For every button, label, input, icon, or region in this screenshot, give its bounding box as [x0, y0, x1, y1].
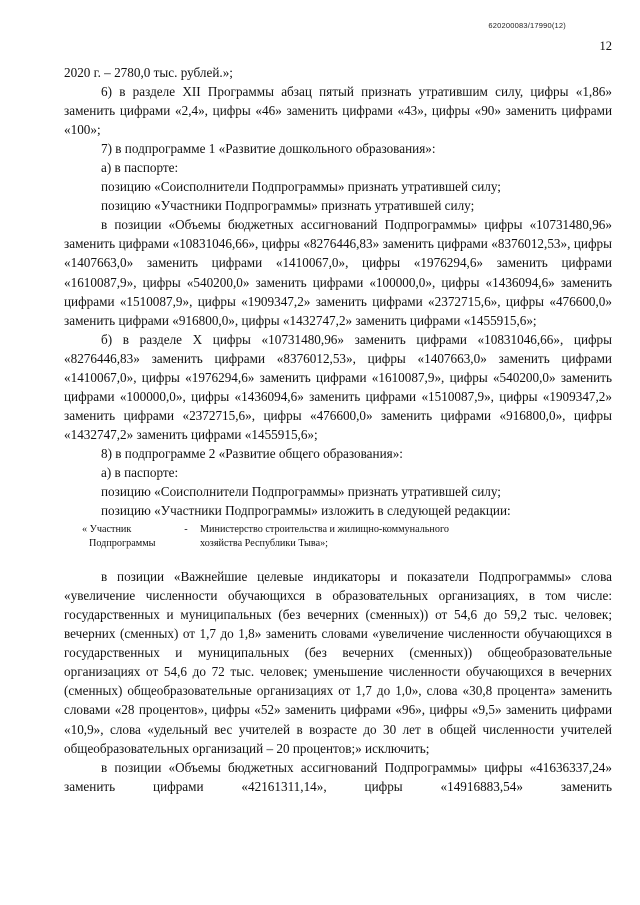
paragraph: позицию «Соисполнители Подпрограммы» признать утратившей силу;: [101, 484, 501, 500]
insert-table-label-line: Подпрограммы: [89, 538, 156, 550]
paragraph: 2020 г. – 2780,0 тыс. рублей.»;: [64, 65, 233, 80]
insert-table-label-line: « Участник: [82, 524, 132, 536]
paragraph: в позиции «Объемы бюджетных ассигнований Подпрограммы» цифры «10731480,96» заменить цифрами «10831046,66», цифры «8276446,83» заменить цифрами «8376012,53», цифры «1407663,0» заменить цифрами «1410067,0», цифры «1976294,6» заменить цифрами «1610087,9», цифры «540200,0» заменить цифрами «100000,0», цифры «1436094,6» заменить цифрами «1510087,9», цифры «1909347,2» заменить цифрами «2372715,6», цифры «476600,0» заменить цифрами «916800,0», цифры «1432747,2» заменить цифрами «1455915,6»;: [64, 217, 612, 328]
paragraph: б) в разделе X цифры «10731480,96» заменить цифрами «10831046,66», цифры «8276446,83» заменить цифрами «8376012,53», цифры «1407663,0» заменить цифрами «1410067,0», цифры «1976294,6» заменить цифрами «1610087,9», цифры «540200,0» заменить цифрами «100000,0», цифры «1436094,6» заменить цифрами «1510087,9», цифры «1909347,2» заменить цифрами «2372715,6», цифры «476600,0» заменить цифрами «916800,0», цифры «1432747,2» заменить цифрами «1455915,6»;: [64, 331, 612, 442]
document-id: 620200083/17990(12): [488, 21, 566, 30]
paragraph: в позиции «Важнейшие целевые индикаторы и показатели Подпрограммы» слова «увеличение численности обучающихся в образовательных организациях, в том числе: государственных и муниципальных (без вечерних (сменных)) от 54,6 до 59,2 тыс. человек; вечерних (сменных) от 1,7 до 1,8» заменить словами «увеличение численности обучающихся в государственных и муниципальных (без вечерних (сменных)) общеобразовательные организациях от 54,6 до 72 тыс. человек; уменьшение численности обучающихся в вечерних (сменных) общеобразовательные организациях от 1,7 до 1,0», слова «30,8 процента» заменить словами «28 процентов», цифры «52» заменить цифрами «96», цифры «9,5» заменить цифрами «10,9», слова «удельный вес учителей в возрасте до 30 лет в общей численности учителей общеобразовательных организаций – 20 процентов;» исключить;: [64, 569, 612, 756]
paragraph: позицию «Участники Подпрограммы» признать утратившей силу;: [101, 198, 475, 214]
paragraph: позицию «Соисполнители Подпрограммы» признать утратившей силу;: [101, 179, 501, 195]
paragraph: 6) в разделе XII Программы абзац пятый признать утратившим силу, цифры «1,86» заменить цифрами «2,4», цифры «46» заменить цифрами «43», цифры «90» заменить цифрами «100»;: [64, 84, 612, 138]
insert-table-value-line: Министерство строительства и жилищно-коммунального: [200, 524, 450, 536]
paragraph: а) в паспорте:: [101, 160, 179, 176]
paragraph: позицию «Участники Подпрограммы» изложить в следующей редакции:: [101, 503, 511, 519]
insert-table-dash: -: [184, 524, 188, 536]
paragraph: 8) в подпрограмме 2 «Развитие общего образования»:: [101, 445, 403, 461]
insert-table-value-line: хозяйства Республики Тыва»;: [200, 538, 329, 550]
document-body: [64, 63, 612, 796]
paragraph: 7) в подпрограмме 1 «Развитие дошкольного образования»:: [101, 141, 436, 157]
paragraph: в позиции «Объемы бюджетных ассигнований Подпрограммы» цифры «41636337,24» заменить цифрами «42161311,14», цифры «14916883,54» заменить: [64, 759, 612, 794]
insert-table-label: [82, 523, 172, 551]
insert-table: [82, 523, 612, 551]
paragraph: а) в паспорте:: [101, 464, 179, 480]
page-number: 12: [599, 39, 612, 53]
insert-table-value: [200, 523, 600, 551]
